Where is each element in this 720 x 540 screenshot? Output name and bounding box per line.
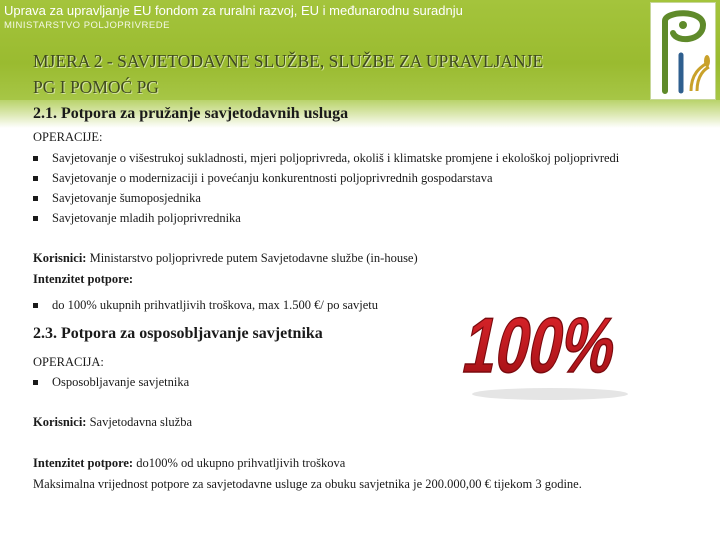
section1-operation-item: Savjetovanje o višestrukoj sukladnosti, mjeri poljoprivreda, okoliš i klimatske promjene i ekološkoj poljoprivredi xyxy=(33,151,619,166)
section1-intensity-item: do 100% ukupnih prihvatljivih troškova, max 1.500 €/ po savjetu xyxy=(33,298,378,313)
measure-title xyxy=(33,48,673,100)
section1-intensity-label: Intenzitet potpore: xyxy=(33,272,134,286)
hundred-percent-graphic xyxy=(456,286,675,404)
header-title: Uprava za upravljanje EU fondom za ruralni razvoj, EU i međunarodnu suradnju xyxy=(4,3,463,18)
bullet-icon xyxy=(33,156,38,161)
section1-heading: 2.1. Potpora za pružanje savjetodavnih usluga xyxy=(33,105,349,122)
section1-operation-item: Savjetovanje mladih poljoprivrednika xyxy=(33,211,241,226)
bullet-icon xyxy=(33,176,38,181)
bullet-icon xyxy=(33,196,38,201)
section1-beneficiaries: Korisnici: Ministarstvo poljoprivrede putem Savjetodavne službe (in-house) xyxy=(33,251,418,265)
section1-operation-item: Savjetovanje o modernizaciji i povećanju konkurentnosti poljoprivrednih gospodarstava xyxy=(33,171,493,186)
section2-operation-item: Osposobljavanje savjetnika xyxy=(33,375,189,390)
section1-operations-label: OPERACIJE: xyxy=(33,130,103,144)
measure-title-line2: PG I POMOĆ PG xyxy=(33,77,159,97)
section2-heading: 2.3. Potpora za osposobljavanje savjetnika xyxy=(33,325,323,342)
bullet-icon xyxy=(33,216,38,221)
section2-beneficiaries: Korisnici: Savjetodavna služba xyxy=(33,415,192,429)
bullet-icon xyxy=(33,303,38,308)
section2-operations-label: OPERACIJA: xyxy=(33,355,104,369)
bullet-icon xyxy=(33,380,38,385)
section1-operation-item: Savjetovanje šumoposjednika xyxy=(33,191,201,206)
section2-intensity: Intenzitet potpore: do100% od ukupno prihvatljivih troškova xyxy=(33,456,346,470)
section2-max-value: Maksimalna vrijednost potpore za savjetodavne usluge za obuku savjetnika je 200.000,00 € tijekom 3 godine. xyxy=(33,477,582,491)
hundred-percent-text: 100% xyxy=(456,301,675,389)
header-subtitle: MINISTARSTVO POLJOPRIVREDE xyxy=(4,20,170,31)
measure-title-line1: MJERA 2 - SAVJETODAVNE SLUŽBE, SLUŽBE ZA UPRAVLJANJE xyxy=(33,51,544,71)
